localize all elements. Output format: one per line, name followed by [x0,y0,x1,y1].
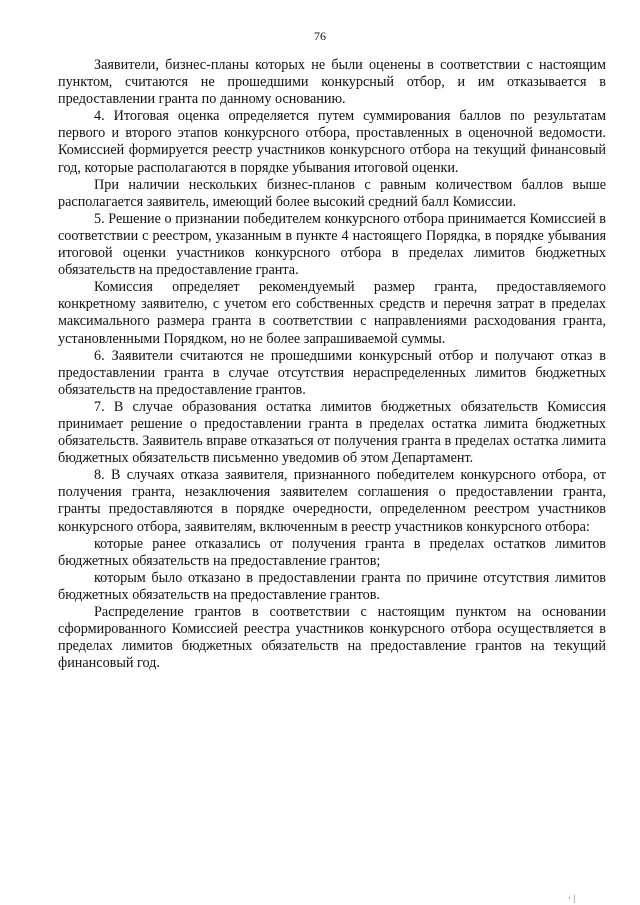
paragraph-item-7: 7. В случае образования остатка лимитов бюджетных обязательств Комиссия принимает решение о предоставлении гранта в пределах остатка лимита бюджетных обязательств. Заявитель вправе отказаться от получения гранта в пределах остатка лимита бюджетных обязательств письменно уведомив об этом Департамент. [58,398,606,467]
paragraph-item-8: 8. В случаях отказа заявителя, признанного победителем конкурсного отбора, от получения гранта, незаключения заявителем соглашения о предоставлении гранта, гранты предоставляются в порядке очередности, определенном реестром участников конкурсного отбора, заявителям, включенным в реестр участников конкурсного отбора: [58,467,606,535]
paragraph-item-4: 4. Итоговая оценка определяется путем суммирования баллов по результатам первого и второго этапов конкурсного отбора, проставленных в оценочной ведомости. Комиссией формируется реестр участников конкурсного отбора на текущий финансовый год, которые располагаются в порядке убывания итоговой оценки. [58,108,606,176]
paragraph: Распределение грантов в соответствии с настоящим пунктом на основании сформированного Комиссией реестра участников конкурсного отбора осуществляется в пределах лимитов бюджетных обязательств на предоставление грантов на текущий финансовый год. [58,604,606,672]
list-item: которым было отказано в предоставлении гранта по причине отсутствия лимитов бюджетных обязательств на предоставление грантов. [58,569,606,603]
page-number: 76 [314,29,326,43]
paragraph: Комиссия определяет рекомендуемый размер гранта, предоставляемого конкретному заявителю, с учетом его собственных средств и перечня затрат в пределах максимального размера гранта в соответствии с направлениями расходования гранта, установленными Порядком, но не более запрашиваемой суммы. [58,279,606,347]
paragraph: Заявители, бизнес-планы которых не были оценены в соответствии с настоящим пунктом, считаются не прошедшими конкурсный отбор, и им отказывается в предоставлении гранта по данному основанию. [58,57,606,108]
paragraph-item-6: 6. Заявители считаются не прошедшими конкурсный отбор и получают отказ в предоставлении гранта в случае отсутствия нераспределенных лимитов бюджетных обязательств на предоставление грантов. [58,347,606,398]
scan-mark: · | [568,893,576,903]
paragraph: При наличии нескольких бизнес-планов с равным количеством баллов выше располагается заявитель, имеющий более высокий средний балл Комиссии. [58,176,606,210]
paragraph-item-5: 5. Решение о признании победителем конкурсного отбора принимается Комиссией в соответствии с реестром, указанным в пункте 4 настоящего Порядка, в порядке убывания итоговой оценки участников конкурсного отбора в пределах лимитов бюджетных обязательств на предоставление гранта. [58,210,606,279]
document-body [58,57,606,672]
list-item: которые ранее отказались от получения гранта в пределах остатков лимитов бюджетных обязательств на предоставление грантов; [58,535,606,569]
